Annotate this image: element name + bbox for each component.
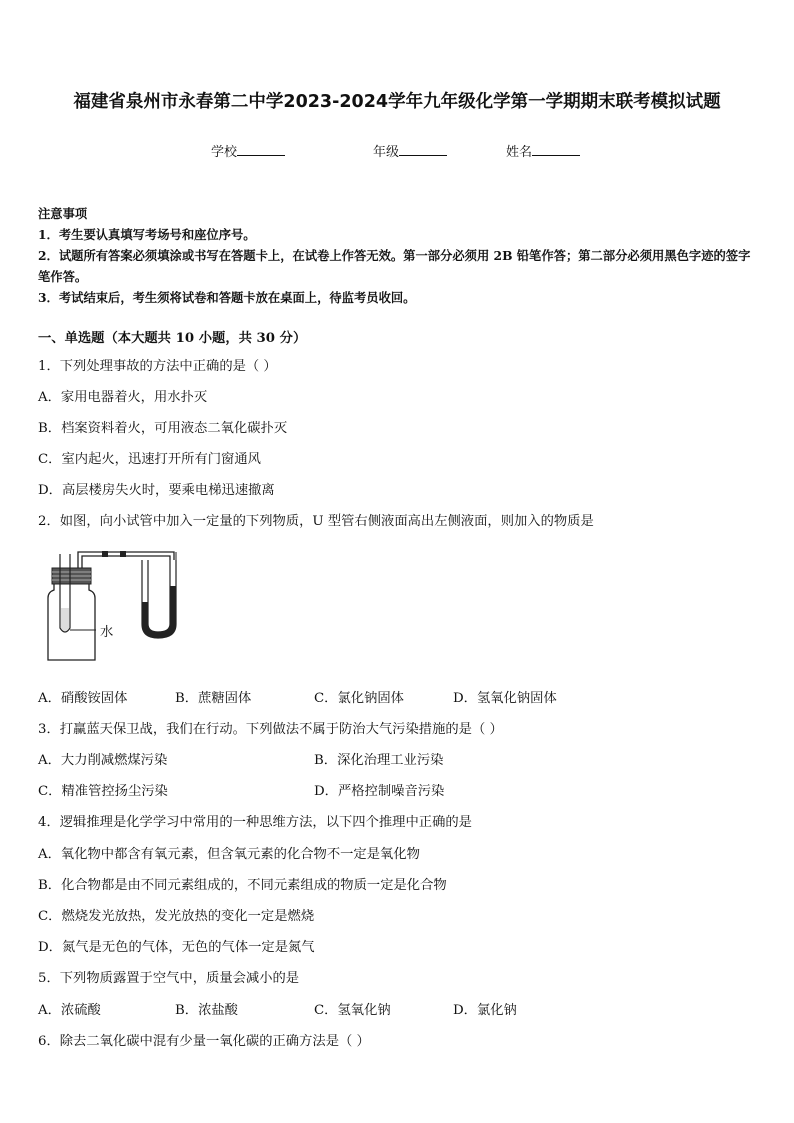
notes-heading: 注意事项	[38, 206, 88, 221]
q4-option-c: C．燃烧发光放热，发光放热的变化一定是燃烧	[38, 909, 315, 924]
q3-option-c: C．精准管控扬尘污染	[38, 784, 168, 799]
q1-option-d: D．高层楼房失火时，要乘电梯迅速撤离	[38, 483, 275, 498]
notes-block	[38, 203, 760, 308]
q5-option-a: A．浓硫酸	[38, 1003, 101, 1018]
q5-option-b: B．浓盐酸	[175, 1003, 238, 1018]
q2-option-a: A．硝酸铵固体	[38, 691, 128, 706]
grade-label: 年级	[373, 145, 400, 160]
u-tube-apparatus-figure	[40, 546, 200, 666]
grade-blank[interactable]	[399, 143, 447, 156]
note-2: 2．试题所有答案必须填涂或书写在答题卡上，在试卷上作答无效。第一部分必须用 2B 铅笔作答；第二部分必须用黑色字迹的签字笔作答。	[38, 248, 751, 284]
name-field[interactable]	[506, 141, 580, 160]
q5-option-c: C．氢氧化钠	[314, 1003, 391, 1018]
figure-water-label: 水	[100, 625, 114, 640]
grade-field[interactable]	[373, 141, 447, 160]
section-heading: 一、单选题（本大题共 10 小题，共 30 分）	[38, 331, 307, 346]
q5-stem: 5．下列物质露置于空气中，质量会减小的是	[38, 971, 300, 986]
q4-option-d: D．氮气是无色的气体，无色的气体一定是氮气	[38, 940, 315, 955]
q1-option-a: A．家用电器着火，用水扑灭	[38, 390, 208, 405]
q1-stem: 1．下列处理事故的方法中正确的是（ ）	[38, 359, 277, 374]
q2-stem: 2．如图，向小试管中加入一定量的下列物质，U 型管右侧液面高出左侧液面，则加入的物质是	[38, 514, 594, 529]
name-blank[interactable]	[532, 143, 580, 156]
note-3: 3．考试结束后，考生须将试卷和答题卡放在桌面上，待监考员收回。	[38, 290, 416, 305]
q2-option-c: C．氯化钠固体	[314, 691, 404, 706]
q4-option-a: A．氧化物中都含有氧元素，但含氧元素的化合物不一定是氧化物	[38, 847, 420, 862]
q3-stem: 3．打赢蓝天保卫战，我们在行动。下列做法不属于防治大气污染措施的是（ ）	[38, 722, 503, 737]
school-label: 学校	[211, 145, 238, 160]
q1-option-c: C．室内起火，迅速打开所有门窗通风	[38, 452, 261, 467]
q3-option-b: B．深化治理工业污染	[314, 753, 444, 768]
name-label: 姓名	[506, 145, 533, 160]
q2-option-b: B．蔗糖固体	[175, 691, 252, 706]
school-blank[interactable]	[237, 143, 285, 156]
q1-option-b: B．档案资料着火，可用液态二氧化碳扑灭	[38, 421, 288, 436]
q4-option-b: B．化合物都是由不同元素组成的，不同元素组成的物质一定是化合物	[38, 878, 447, 893]
q3-option-a: A．大力削减燃煤污染	[38, 753, 168, 768]
q2-option-d: D．氢氧化钠固体	[453, 691, 557, 706]
school-field[interactable]	[211, 141, 285, 160]
q3-option-d: D．严格控制噪音污染	[314, 784, 445, 799]
q4-stem: 4．逻辑推理是化学学习中常用的一种思维方法，以下四个推理中正确的是	[38, 815, 472, 830]
q5-option-d: D．氯化钠	[453, 1003, 517, 1018]
q6-stem: 6．除去二氧化碳中混有少量一氧化碳的正确方法是（ ）	[38, 1034, 370, 1049]
page-title: 福建省泉州市永春第二中学2023-2024学年九年级化学第一学期期末联考模拟试题	[73, 92, 721, 112]
note-1: 1．考生要认真填写考场号和座位序号。	[38, 227, 256, 242]
